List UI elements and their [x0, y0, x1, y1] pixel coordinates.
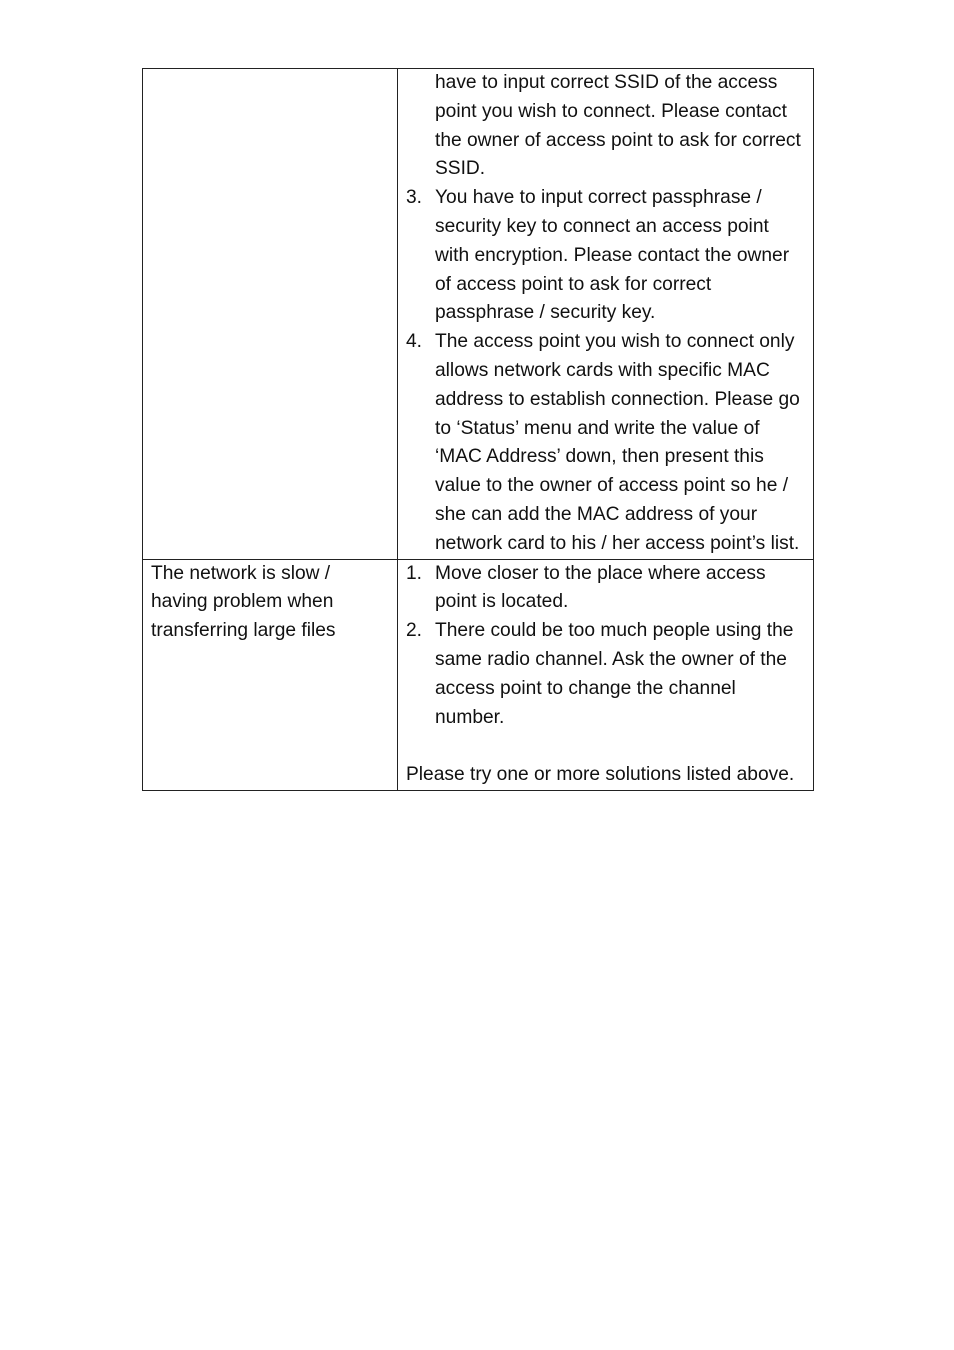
- solution-list: [406, 184, 806, 558]
- blank-line: [406, 732, 806, 761]
- list-item: [406, 617, 806, 732]
- solution-continuation-text: have to input correct SSID of the access point you wish to connect. Please contact the owner of access point to ask for correct SSID.: [435, 72, 801, 180]
- list-item-text: Move closer to the place where access point is located.: [435, 562, 766, 613]
- list-item-text: There could be too much people using the same radio channel. Ask the owner of the access point to change the channel number.: [435, 620, 794, 728]
- problem-text: The network is slow / having problem when transferring large files: [151, 562, 336, 642]
- table-row: [143, 559, 814, 791]
- list-item: [406, 328, 806, 558]
- list-item: [406, 560, 806, 618]
- troubleshooting-table: [142, 68, 814, 791]
- solution-note: Please try one or more solutions listed above.: [406, 764, 795, 786]
- problem-cell: [143, 559, 398, 791]
- list-item-text: The access point you wish to connect only allows network cards with specific MAC address to establish connection. Please go to ‘Status’ menu and write the value of ‘MAC Address’ down, then present this value to the owner of access point so he / she can add the MAC address of your network card to his / her access point’s list.: [435, 331, 800, 554]
- list-item-number: 2.: [406, 620, 423, 642]
- problem-cell: [143, 69, 398, 560]
- list-item: [406, 184, 806, 328]
- list-item-number: 4.: [406, 331, 423, 353]
- list-item-number: 1.: [406, 562, 423, 584]
- list-item-text: You have to input correct passphrase / security key to connect an access point with encryption. Please contact the owner of access point to ask for correct passphrase / security key.: [435, 187, 790, 324]
- solution-cell: [398, 559, 814, 791]
- solution-list: [406, 560, 806, 733]
- list-item-number: 3.: [406, 187, 423, 209]
- table-row: [143, 69, 814, 560]
- solution-cell: [398, 69, 814, 560]
